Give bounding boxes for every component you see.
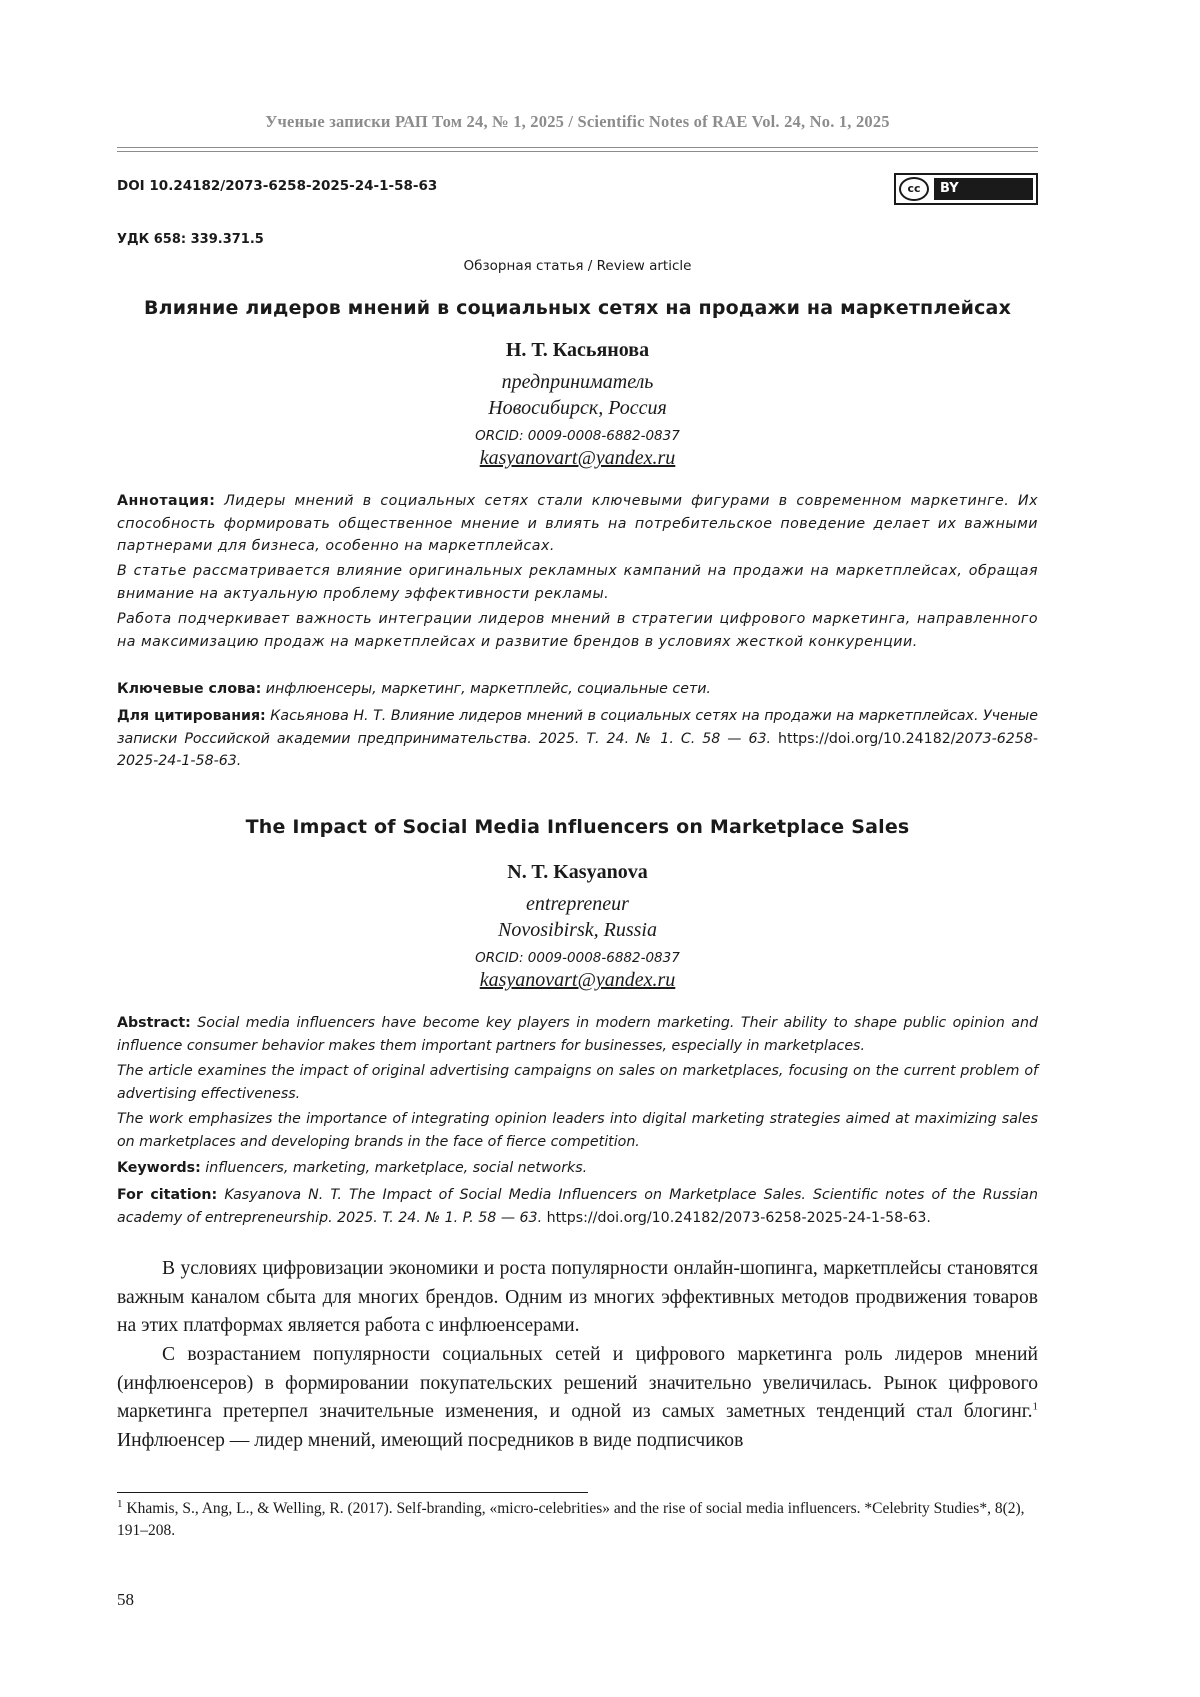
author-ru: Н. Т. Касьянова: [505, 339, 650, 361]
body-paragraph-2-text: С возрастанием популярности социальных сетей и цифрового маркетинга роль лидеров мнений (инфлюенсеров) в формировании покупательских решений значительно увеличилась. Рынок цифрового маркетинга претерпел значительные изменения, и одной из самых заметных тенденций стал блогинг.: [117, 1344, 1038, 1422]
article-type: Обзорная статья / Review article: [463, 258, 692, 274]
license-by-label: BY: [934, 178, 1033, 200]
abstract-en-p1: [117, 1012, 1038, 1057]
citation-text-ru: Касьянова Н. Т. Влияние лидеров мнений в социальных сетях на продажи на маркетплейсах. Ученые записки Российской академии предпринимательства. 2025. Т. 24. № 1. С. 58 — 63.: [117, 708, 1038, 747]
author-position-ru: предприниматель: [501, 371, 654, 393]
citation-ru: [117, 705, 1038, 773]
abstract-ru-p3: Работа подчеркивает важность интеграции лидеров мнений в стратегии цифрового маркетинга, направленного на максимизацию продаж на маркетплейсах и развитие брендов в условиях жесткой конкуренции.: [117, 611, 1038, 650]
header-rule-secondary: [117, 151, 1038, 152]
running-head: Ученые записки РАП Том 24, № 1, 2025 / Scientific Notes of RAE Vol. 24, No. 1, 2025: [265, 112, 890, 131]
footnote-reference[interactable]: 1: [1032, 1400, 1038, 1413]
title-ru: Влияние лидеров мнений в социальных сетях на продажи на маркетплейсах: [143, 297, 1012, 319]
keywords-text-en: influencers, marketing, marketplace, social networks.: [200, 1160, 588, 1176]
keywords-text-ru: инфлюенсеры, маркетинг, маркетплейс, социальные сети.: [261, 681, 711, 697]
abstract-text-en-p1: Social media influencers have become key players in modern marketing. Their ability to shape public opinion and influence consumer behavior makes them important partners for businesses, especially in marketplaces.: [117, 1015, 1038, 1054]
email-link-en[interactable]: kasyanovart@yandex.ru: [479, 969, 676, 991]
author-en: N. T. Kasyanova: [507, 861, 648, 883]
email-link-ru[interactable]: kasyanovart@yandex.ru: [479, 447, 676, 469]
citation-en: [117, 1184, 1038, 1229]
abstract-ru-p2: В статье рассматривается влияние оригинальных рекламных кампаний на продажи на маркетплейсах, обращая внимание на актуальную проблему эффективности рекламы.: [117, 563, 1038, 602]
body-paragraph-1: В условиях цифровизации экономики и роста популярности онлайн-шопинга, маркетплейсы становятся важным каналом сбыта для многих брендов. Одним из многих эффективных методов продвижения товаров на этих платформах является работа с инфлюенсерами.: [117, 1258, 1038, 1336]
abstract-en-p2: The article examines the impact of original advertising campaigns on sales on marketplaces, focusing on the current problem of advertising effectiveness.: [117, 1063, 1038, 1102]
body-paragraph-2-tail: Инфлюенсер — лидер мнений, имеющий посредников в виде подписчиков: [117, 1429, 744, 1451]
keywords-ru: [117, 678, 1038, 701]
doi: DOI 10.24182/2073-6258-2025-24-1-58-63: [117, 178, 438, 194]
cc-by-license-badge: [894, 173, 1038, 205]
keywords-label-ru: Ключевые слова:: [117, 681, 262, 697]
author-location-en: Novosibirsk, Russia: [498, 919, 657, 941]
citation-text-en: Kasyanova N. T. The Impact of Social Media Influencers on Marketplace Sales. Scientific notes of the Russian academy of entrepreneurship. 2025. T. 24. № 1. P. 58 — 63.: [117, 1187, 1038, 1226]
keywords-en: [117, 1157, 1038, 1180]
author-position-en: entrepreneur: [526, 893, 629, 915]
cc-icon: cc: [899, 177, 929, 201]
citation-doi-end-ru: 2073-6258-2025-24-1-58-63.: [117, 730, 1038, 769]
orcid-en: ORCID: 0009-0008-6882-0837: [475, 950, 680, 966]
footnote-rule: [117, 1492, 588, 1493]
citation-label-en: For citation:: [117, 1187, 218, 1203]
udk-code: УДК 658: 339.371.5: [117, 232, 264, 247]
citation-doi-link-ru[interactable]: https://doi.org/10.24182/: [778, 730, 956, 747]
abstract-en-p3: The work emphasizes the importance of integrating opinion leaders into digital marketing strategies aimed at maximizing sales on marketplaces and developing brands in the face of fierce competition.: [117, 1111, 1038, 1150]
abstract-ru-p1: [117, 490, 1038, 558]
abstract-label-ru: Аннотация:: [117, 493, 216, 509]
footnote: [117, 1498, 1038, 1542]
citation-doi-link-en[interactable]: https://doi.org/10.24182/2073-6258-2025-24-1-58-63.: [546, 1209, 931, 1226]
orcid-ru: ORCID: 0009-0008-6882-0837: [475, 428, 680, 444]
footnote-marker: 1: [117, 1497, 123, 1510]
title-en: The Impact of Social Media Influencers on Marketplace Sales: [245, 816, 910, 838]
journal-page: [117, 0, 1038, 1697]
abstract-label-en: Abstract:: [117, 1015, 191, 1031]
page-number: 58: [117, 1590, 134, 1609]
keywords-label-en: Keywords:: [117, 1160, 201, 1176]
footnote-text: Khamis, S., Ang, L., & Welling, R. (2017). Self-branding, «micro-celebrities» and the rise of social media influencers. *Celebrity Studies*, 8(2), 191–208.: [117, 1500, 1025, 1539]
author-location-ru: Новосибирск, Россия: [488, 397, 667, 419]
abstract-text-ru-p1: Лидеры мнений в социальных сетях стали ключевыми фигурами в современном маркетинге. Их способность формировать общественное мнение и влиять на потребительское поведение делает их важными партнерами для бизнеса, особенно на маркетплейсах.: [117, 493, 1038, 554]
header-rule: [117, 147, 1038, 148]
citation-label-ru: Для цитирования:: [117, 708, 266, 724]
body-paragraph-2: [117, 1341, 1038, 1455]
